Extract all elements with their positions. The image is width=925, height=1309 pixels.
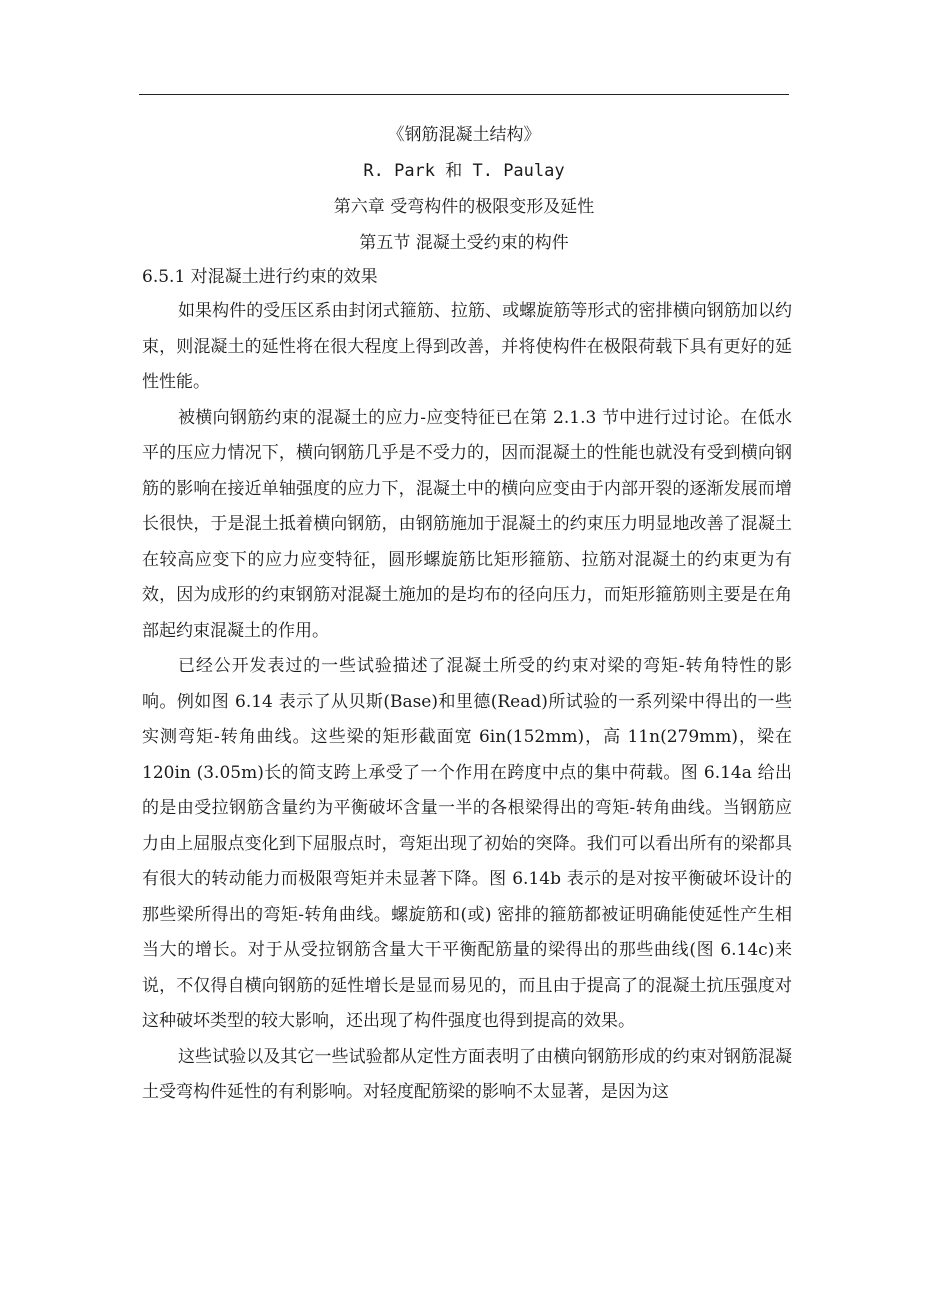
header-rule: [139, 94, 789, 95]
body-text: [142, 294, 792, 1111]
section-title: 第五节 混凝土受约束的构件: [359, 233, 569, 253]
book-title: 《钢筋混凝土结构》: [387, 125, 541, 145]
chapter-title: 第六章 受弯构件的极限变形及延性: [333, 197, 595, 217]
paragraph: 被横向钢筋约束的混凝土的应力-应变特征已在第 2.1.3 节中进行过讨论。在低水平的压应力情况下，横向钢筋几乎是不受力的，因而混凝土的性能也就没有受到横向钢筋的影响在接近单轴强度的应力下，混凝土中的横向应变由于内部开裂的逐渐发展而增长很快，于是混土抵着横向钢筋，由钢筋施加于混凝土的约束压力明显地改善了混凝土在较高应变下的应力应变特征，圆形螺旋筋比矩形箍筋、拉筋对混凝土的约束更为有效，因为成形的约束钢筋对混凝土施加的是均布的径向压力，而矩形箍筋则主要是在角部起约束混凝土的作用。: [142, 407, 792, 641]
subsection-heading: 6.5.1 对混凝土进行约束的效果: [142, 267, 378, 287]
paragraph: 如果构件的受压区系由封闭式箍筋、拉筋、或螺旋筋等形式的密排横向钢筋加以约束，则混凝土的延性将在很大程度上得到改善，并将使构件在极限荷载下具有更好的延性性能。: [142, 301, 792, 392]
authors: R. Park 和 T. Paulay: [363, 161, 565, 181]
paragraph: 这些试验以及其它一些试验都从定性方面表明了由横向钢筋形成的约束对钢筋混凝土受弯构件延性的有利影响。对轻度配筋梁的影响不太显著，是因为这: [142, 1046, 792, 1102]
paragraph: 已经公开发表过的一些试验描述了混凝土所受的约束对梁的弯矩-转角特性的影响。例如图 6.14 表示了从贝斯(Base)和里德(Read)所试验的一系列梁中得出的一些实测弯矩-转角曲线。这些梁的矩形截面宽 6in(152mm)，高 11n(279mm)，梁在 120in (3.05m)长的简支跨上承受了一个作用在跨度中点的集中荷载。图 6.14a 给出的是由受拉钢筋含量约为平衡破坏含量一半的各根梁得出的弯矩-转角曲线。当钢筋应力由上屈服点变化到下屈服点时，弯矩出现了初始的突降。我们可以看出所有的梁都具有很大的转动能力而极限弯矩并未显著下降。图 6.14b 表示的是对按平衡破坏设计的那些梁所得出的弯矩-转角曲线。螺旋筋和(或) 密排的箍筋都被证明确能使延性产生相当大的增长。对于从受拉钢筋含量大干平衡配筋量的梁得出的那些曲线(图 6.14c)来说，不仅得自横向钢筋的延性增长是显而易见的，而且由于提高了的混凝土抗压强度对这种破坏类型的较大影响，还出现了构件强度也得到提高的效果。: [142, 656, 792, 1031]
